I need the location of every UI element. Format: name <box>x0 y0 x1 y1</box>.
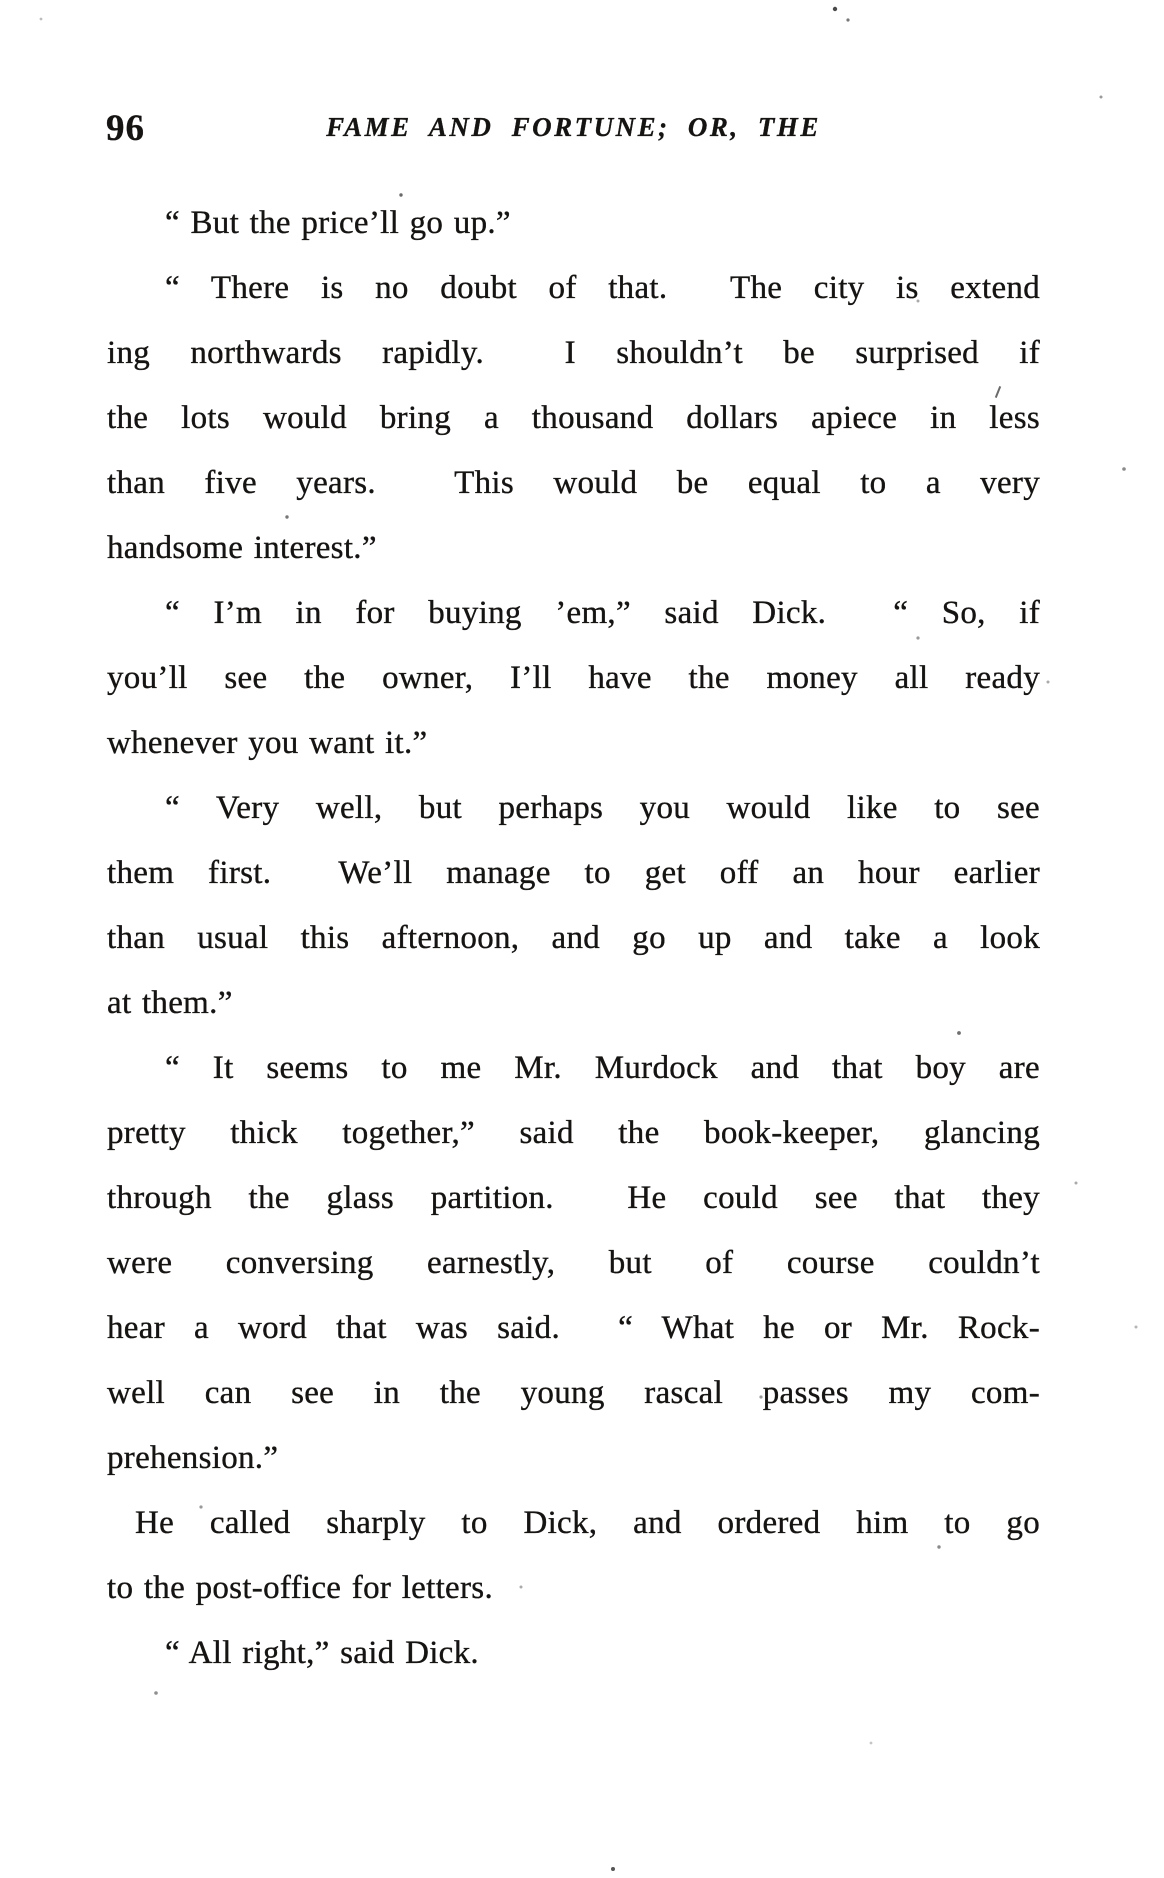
text-block <box>107 191 1040 1686</box>
text-line: “ There is no doubt of that. The city is extend <box>165 270 1040 306</box>
paragraph <box>107 1491 1040 1621</box>
text-line: “ But the price’ll go up.” <box>165 205 511 241</box>
paragraph <box>107 581 1040 776</box>
paragraph <box>107 776 1040 1036</box>
paragraph <box>107 1036 1040 1491</box>
text-line: through the glass partition. He could see that they <box>107 1180 1040 1216</box>
text-line: He called sharply to Dick, and ordered him to go <box>135 1505 1040 1541</box>
text-line: than usual this afternoon, and go up and take a look <box>107 920 1040 956</box>
text-line: were conversing earnestly, but of course couldn’t <box>107 1245 1040 1281</box>
page-number: 96 <box>106 108 145 149</box>
text-line: the lots would bring a thousand dollars apiece in less <box>107 400 1040 436</box>
text-line: than five years. This would be equal to a very <box>107 465 1040 501</box>
text-line: you’ll see the owner, I’ll have the money all ready <box>107 660 1040 696</box>
text-line: hear a word that was said. “ What he or Mr. Rock- <box>107 1310 1040 1346</box>
text-line: “ I’m in for buying ’em,” said Dick. “ So, if <box>165 595 1040 631</box>
text-line: handsome interest.” <box>107 530 377 566</box>
scan-speckles <box>0 0 2 2</box>
text-line: pretty thick together,” said the book-keeper, glancing <box>107 1115 1040 1151</box>
text-line: prehension.” <box>107 1440 279 1476</box>
running-title: FAME AND FORTUNE; OR, THE <box>326 112 821 142</box>
paragraph <box>107 1621 1040 1686</box>
text-line: them first. We’ll manage to get off an hour earlier <box>107 855 1040 891</box>
text-line: “ All right,” said Dick. <box>165 1635 479 1671</box>
text-line: “ It seems to me Mr. Murdock and that boy are <box>165 1050 1040 1086</box>
text-line: well can see in the young rascal passes my com- <box>107 1375 1040 1411</box>
text-line: whenever you want it.” <box>107 725 428 761</box>
paragraph <box>107 191 1040 256</box>
text-line: ing northwards rapidly. I shouldn’t be surprised if <box>107 335 1040 371</box>
text-line: to the post-office for letters. <box>107 1570 493 1606</box>
paragraph <box>107 256 1040 581</box>
text-line: “ Very well, but perhaps you would like to see <box>165 790 1040 826</box>
text-line: at them.” <box>107 985 233 1021</box>
